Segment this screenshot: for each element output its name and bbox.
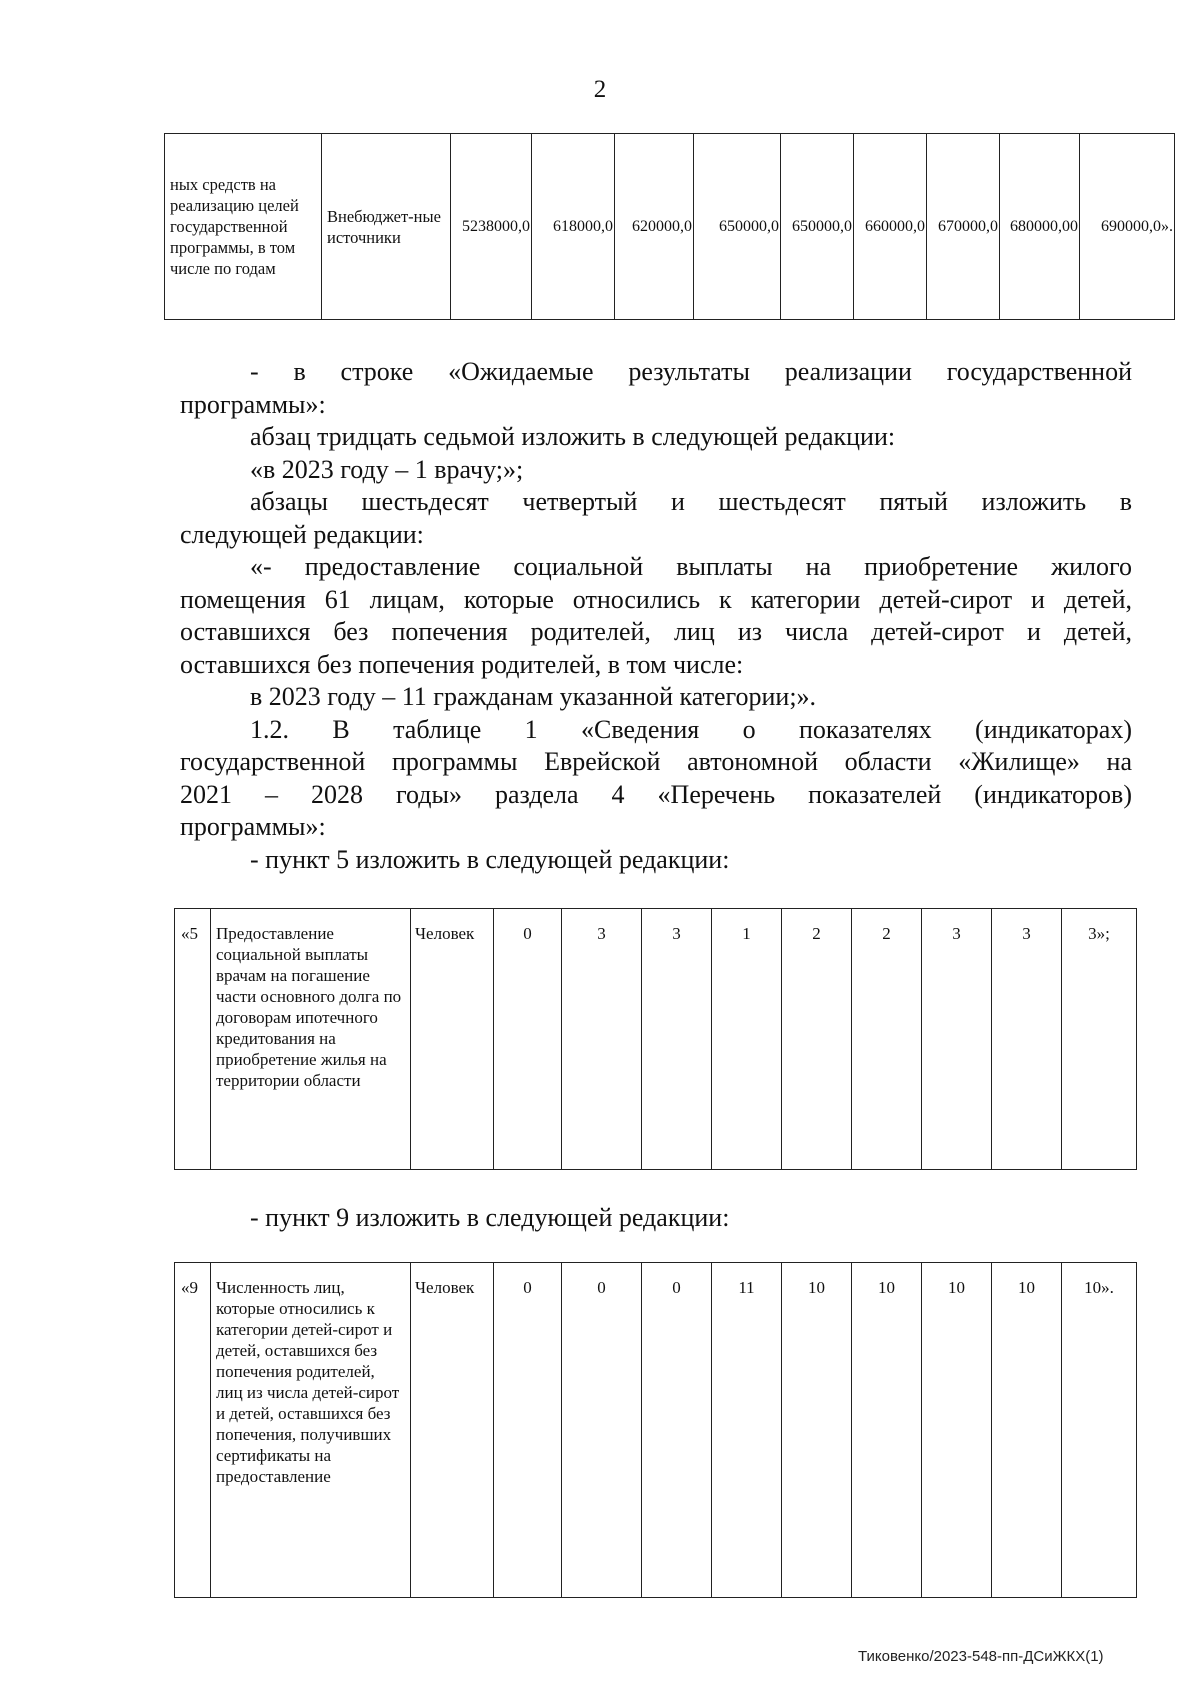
paragraph: программы»: — [180, 812, 326, 841]
indicator-value: 3 — [642, 909, 712, 1170]
indicator-value: 0 — [494, 1263, 562, 1598]
indicator-value: 3 — [562, 909, 642, 1170]
financing-year-cell: 650000,0 — [694, 134, 781, 320]
financing-year-cell: 690000,0». — [1080, 134, 1175, 320]
indicator-unit: Человек — [411, 1263, 494, 1598]
financing-total: 5238000,0 — [451, 134, 532, 320]
indicator-description: Численность лиц, которые относились к категории детей-сирот и детей, оставшихся без попечения родителей, лиц из числа детей-сирот и детей, оставшихся без попечения, получивших сертификаты на предоставление — [211, 1263, 411, 1598]
financing-table — [164, 133, 1175, 320]
financing-year-cell: 650000,0 — [781, 134, 854, 320]
indicator-value: 1 — [712, 909, 782, 1170]
paragraph: оставшихся без попечения родителей, лиц из числа детей-сирот и детей, — [180, 617, 1132, 646]
indicator-value: 10 — [782, 1263, 852, 1598]
paragraph: помещения 61 лицам, которые относились к категории детей-сирот и детей, — [180, 584, 1132, 614]
table-row — [165, 134, 1175, 320]
indicator-value: 10 — [922, 1263, 992, 1598]
paragraph: «в 2023 году – 1 врачу;»; — [250, 454, 524, 484]
paragraph: в 2023 году – 11 гражданам указанной категории;». — [250, 682, 817, 711]
paragraph: государственной программы Еврейской автономной области «Жилище» на — [180, 747, 1132, 776]
indicator-number: «9 — [175, 1263, 211, 1598]
indicator-value: 0 — [642, 1263, 712, 1598]
paragraph: - пункт 5 изложить в следующей редакции: — [250, 844, 730, 874]
financing-year-cell: 620000,0 — [615, 134, 694, 320]
indicator-value: 10». — [1062, 1263, 1137, 1598]
financing-description: ных средств на реализацию целей государственной программы, в том числе по годам — [165, 134, 322, 320]
financing-year-cell: 618000,0 — [532, 134, 615, 320]
paragraph: «- предоставление социальной выплаты на приобретение жилого — [250, 552, 1132, 581]
indicator-description: Предоставление социальной выплаты врачам на погашение части основного долга по договорам ипотечного кредитования на приобретение жилья на территории области — [211, 909, 411, 1170]
indicator-value: 10 — [992, 1263, 1062, 1598]
table-row — [175, 909, 1137, 1170]
indicator-value: 0 — [562, 1263, 642, 1598]
table-row — [175, 1263, 1137, 1598]
financing-year-cell: 680000,00 — [1000, 134, 1080, 320]
indicator-value: 11 — [712, 1263, 782, 1598]
paragraph: абзац тридцать седьмой изложить в следующей редакции: — [250, 422, 896, 451]
financing-source: Внебюджет-ные источники — [322, 134, 451, 320]
paragraph: программы»: — [180, 389, 326, 419]
financing-year-cell: 670000,0 — [927, 134, 1000, 320]
paragraph: оставшихся без попечения родителей, в том числе: — [180, 649, 744, 679]
indicator-value: 2 — [852, 909, 922, 1170]
financing-year-cell: 660000,0 — [854, 134, 927, 320]
indicator-number: «5 — [175, 909, 211, 1170]
indicator-value: 3 — [992, 909, 1062, 1170]
document-footer: Тиковенко/2023-548-пп-ДСиЖКХ(1) — [858, 1648, 1104, 1665]
paragraph: 2021 – 2028 годы» раздела 4 «Перечень показателей (индикаторов) — [180, 779, 1132, 809]
paragraph: - пункт 9 изложить в следующей редакции: — [250, 1203, 730, 1232]
indicator-9-table — [174, 1262, 1137, 1598]
paragraph: следующей редакции: — [180, 519, 424, 549]
indicator-value: 10 — [852, 1263, 922, 1598]
amendment-text — [180, 356, 1132, 876]
indicator-value: 3 — [922, 909, 992, 1170]
indicator-value: 3»; — [1062, 909, 1137, 1170]
paragraph: - в строке «Ожидаемые результаты реализации государственной — [250, 357, 1132, 386]
indicator-unit: Человек — [411, 909, 494, 1170]
paragraph: 1.2. В таблице 1 «Сведения о показателях (индикаторах) — [250, 714, 1132, 744]
paragraph: абзацы шестьдесят четвертый и шестьдесят пятый изложить в — [250, 487, 1132, 516]
page-number: 2 — [593, 76, 607, 103]
indicator-value: 2 — [782, 909, 852, 1170]
indicator-value: 0 — [494, 909, 562, 1170]
indicator-5-table — [174, 908, 1137, 1170]
